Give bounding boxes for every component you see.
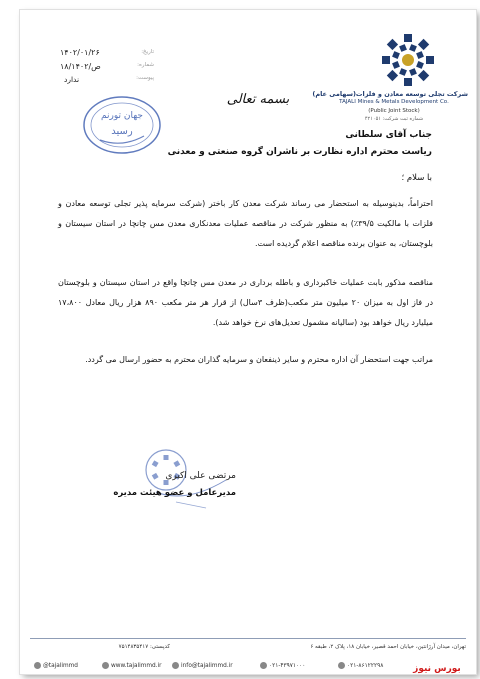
footer-postal-code: کدپستی: ۷۵۱۴۸۳۵۴۱۷ xyxy=(118,644,170,650)
footer-website: www.tajalimmd.ir xyxy=(102,662,162,669)
fax-icon xyxy=(260,662,267,669)
footer-divider xyxy=(30,638,466,639)
signatory-title: مدیرعامل و عضو هیئت مدیره xyxy=(113,488,236,498)
x-icon xyxy=(34,662,41,669)
company-registration: شماره ثبت شرکت: ۴۲۱۰۵۱ xyxy=(364,116,424,122)
company-name-fa: شرکت تجلی توسعه معادن و فلزات(سهامی عام) xyxy=(312,90,468,98)
footer-address: تهران، میدان آرژانتین، خیابان احمد قصیر، خیابان ۱۸، پلاک ۲، طبقه ۶ xyxy=(310,644,466,650)
letter-attachment: ندارد xyxy=(64,75,80,84)
footer-fax: ۰۲۱-۴۳۹۷۱۰۰۰ xyxy=(260,662,305,669)
company-seal xyxy=(126,442,246,522)
phone-icon xyxy=(338,662,345,669)
attachment-label: پیوست: xyxy=(136,75,154,81)
stamp-bottom-text: رسید xyxy=(111,126,133,137)
recipient: ریاست محترم اداره نظارت بر ناشران گروه صنعتی و معدنی xyxy=(167,147,432,157)
heading-bismillah: بسمه تعالی xyxy=(226,92,290,107)
globe-icon xyxy=(102,662,109,669)
body-paragraph-3: مراتب جهت استحضار آن اداره محترم و سایر ذینفعان و سرمایه گذاران محترم به حضور ارسال می گردد. xyxy=(85,355,433,364)
letter-date: ۱۴۰۲/۰۱/۲۶ xyxy=(60,48,100,57)
stamp-top-text: جهان تورنم xyxy=(101,111,143,121)
salutation: جناب آقای سلطانی xyxy=(345,130,432,140)
mail-icon xyxy=(172,662,179,669)
source-watermark: بورس نیوز xyxy=(413,664,461,674)
number-label: شماره: xyxy=(137,62,154,68)
company-legal-form: (Public Joint Stock) xyxy=(368,108,420,114)
letter-sheet xyxy=(20,10,476,674)
company-name-en: TAJALI Mines & Metals Development Co. xyxy=(339,99,449,105)
footer-email: info@tajalimmd.ir xyxy=(172,662,233,669)
footer-x-handle: @tajalimmd xyxy=(34,662,78,669)
greeting: با سلام ؛ xyxy=(401,173,432,183)
date-label: تاریخ: xyxy=(141,49,154,55)
letter-number: ۱۸/ص/۱۴۰۲ xyxy=(60,62,101,71)
body-paragraph-2: مناقصه مذکور بابت عملیات خاکبرداری و باطله برداری در معدن مس چانچا واقع در استان سیستان و بلوچستان در فاز اول به میزان ۲۰ میلیون متر مکعب(ظرف ۳سال) از قرار هر متر مکعب ۸۹۰ هزار ریال معادل ۱۷،۸۰۰ میلیارد ریال خواهد بود (سالیانه مشمول تعدیل‌های نرخ خواهد شد). xyxy=(58,278,434,327)
company-logo xyxy=(378,30,438,90)
body-paragraph-1: احتراماً، بدینوسیله به استحضار می رساند شرکت معدن کار باختر (شرکت سرمایه پذیر تجلی توسعه معادن و فلزات با مالکیت ۳۹/۵٪) به منظور شرکت در مناقصه عملیات معدنکاری معدن مس چانچا در استان سیستان و بلوچستان، به عنوان برنده مناقصه اعلام گردیده است. xyxy=(58,199,433,248)
footer-phone: ۰۲۱-۸۶۱۲۲۲۹۸ xyxy=(338,662,383,669)
signatory-name: مرتضی علی اکبری xyxy=(165,471,236,481)
